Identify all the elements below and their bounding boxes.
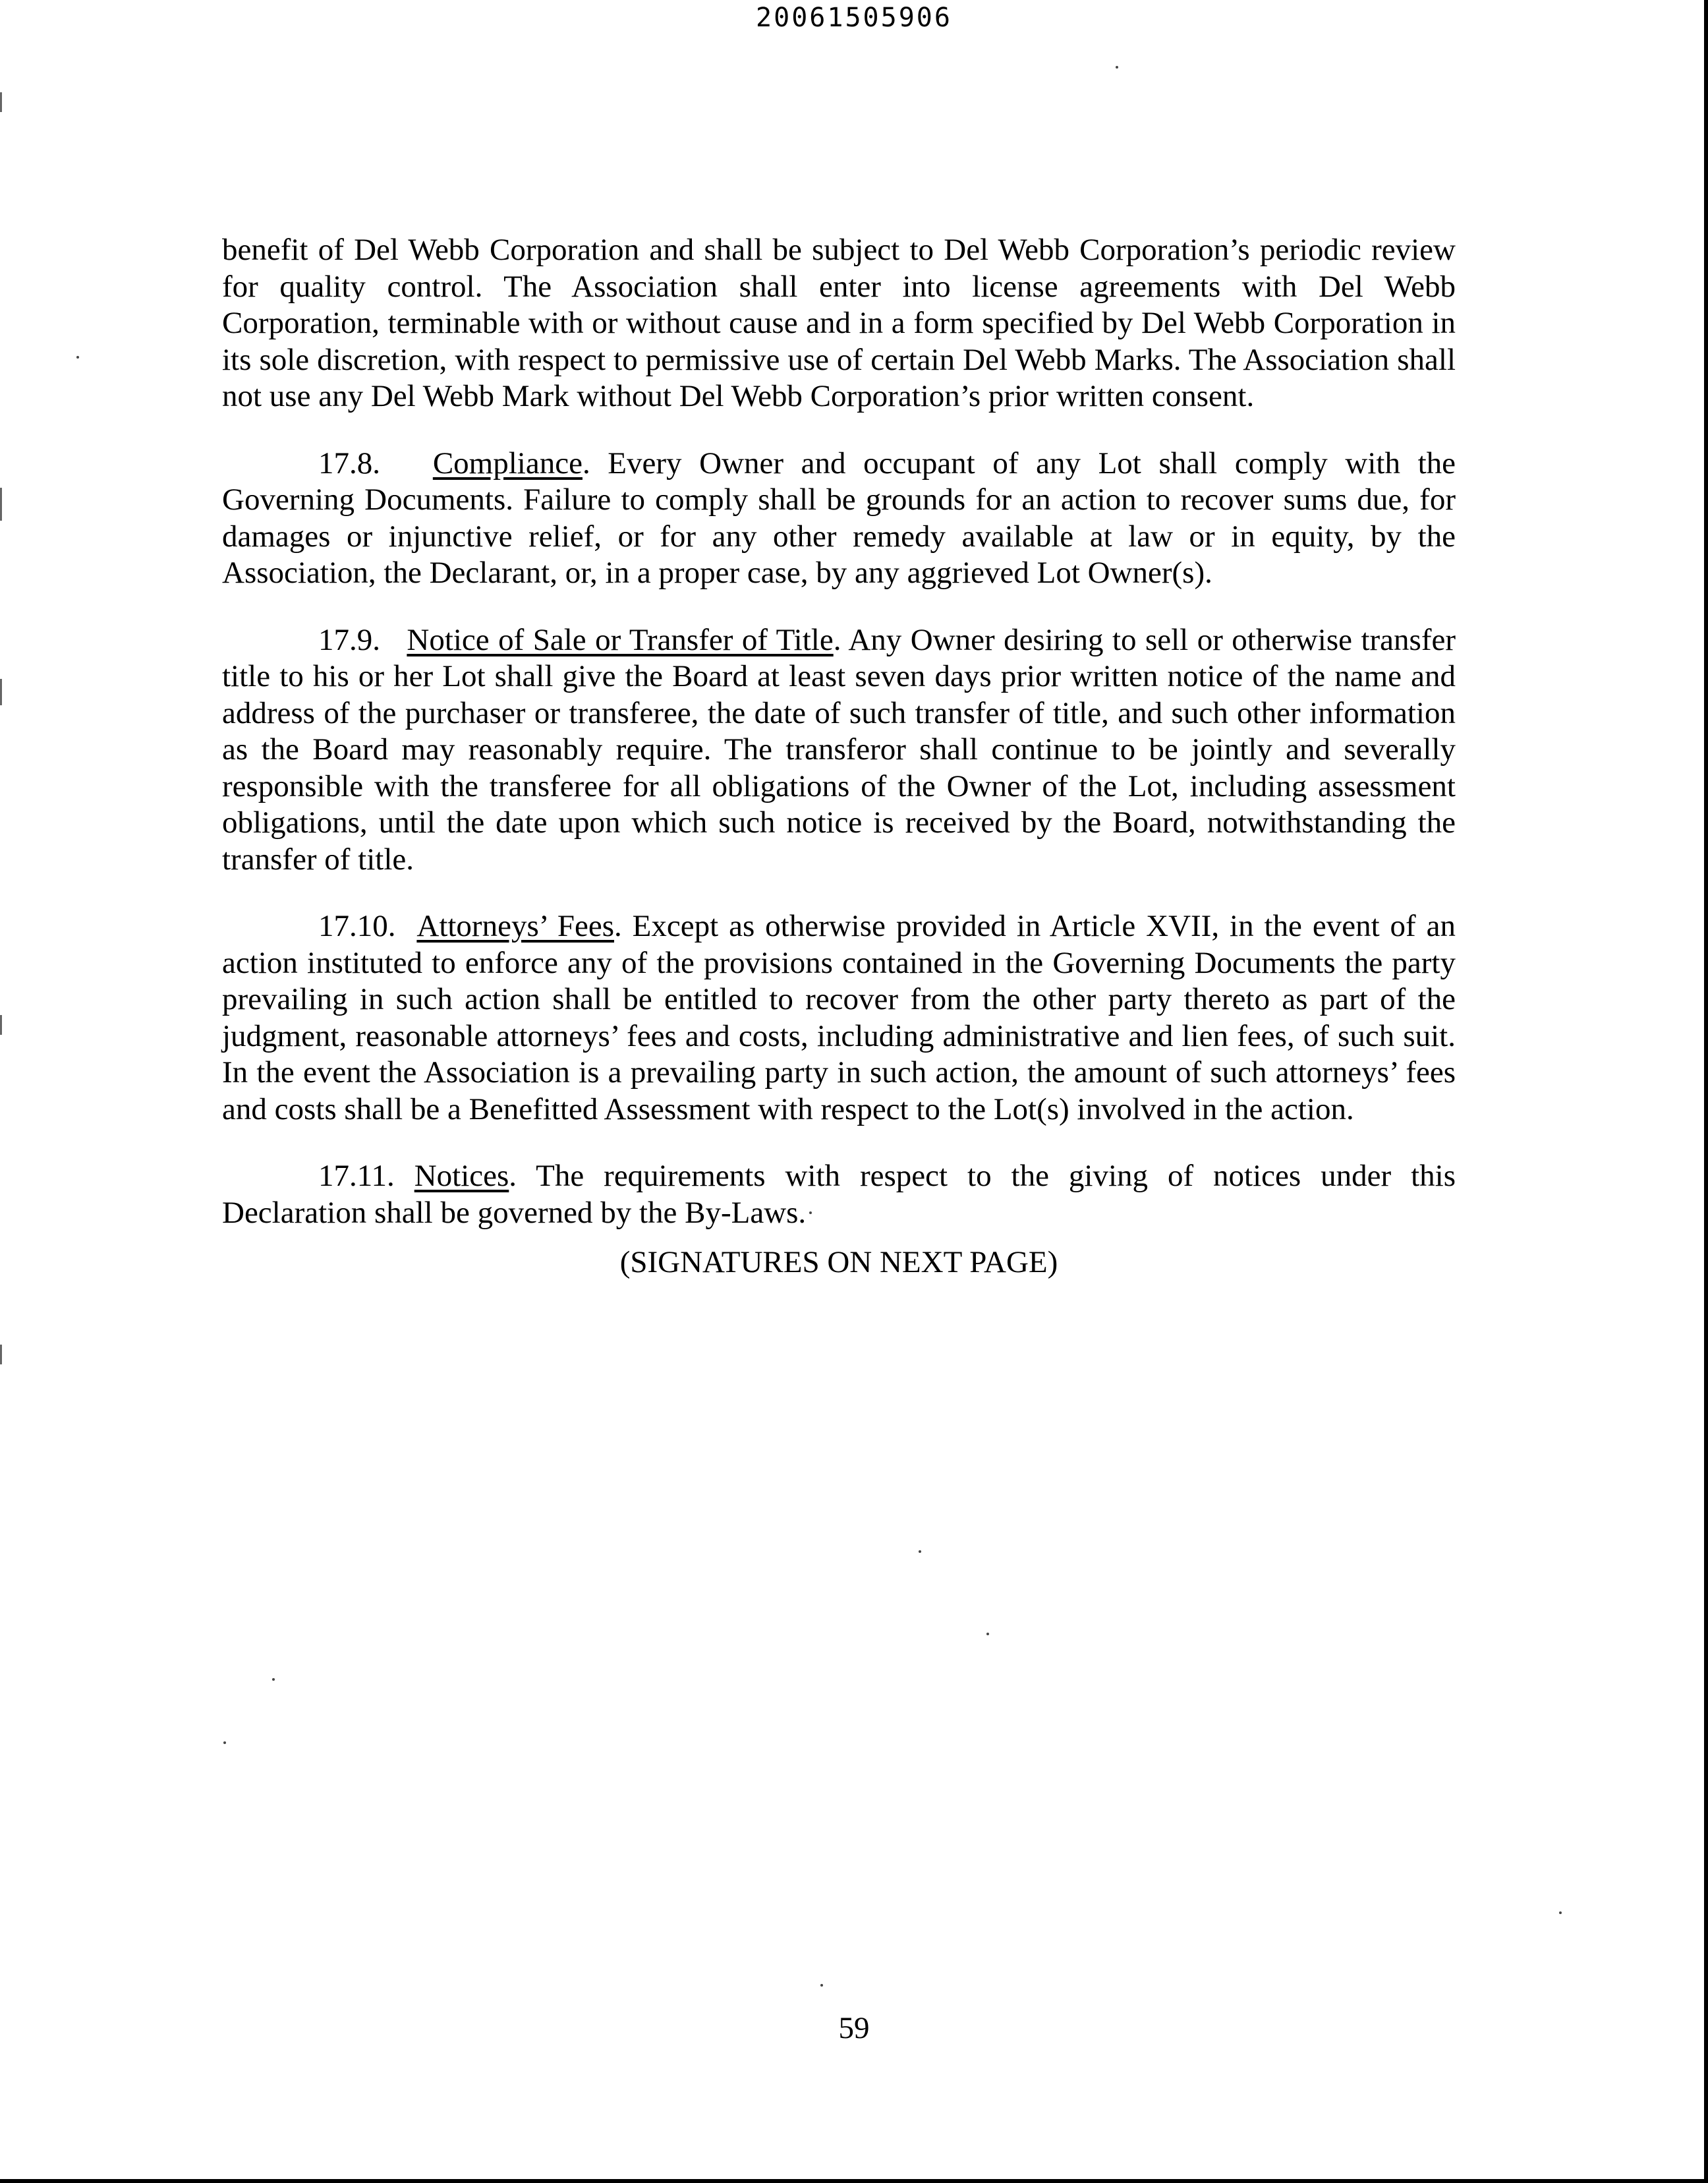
paragraph-continuation: benefit of Del Webb Corporation and shall be subject to Del Webb Corporation’s periodic review for quality control. The Association shall enter into license agreements with Del Webb Corporation, terminable with or without cause and in a form specified by Del Webb Corporation in its sole discretion, with respect to permissive use of certain Del Webb Marks. The Association shall not use any Del Webb Mark without Del Webb Corporation’s prior written consent. [222,233,1456,413]
scan-edge-mark [0,92,2,112]
section-text: . Any Owner desiring to sell or otherwise transfer title to his or her Lot shall give the Board at least seven days prior written notice of the name and address of the purchaser or transferee, the date of such transfer of title, and such other information as the Board may reasonably require. The transferor shall continue to be jointly and severally responsible with the transferee for all obligations of the Owner of the Lot, including assessment obligations, until the date upon which such notice is received by the Board, notwithstanding the transfer of title. [222,622,1456,877]
signatures-note: (SIGNATURES ON NEXT PAGE) [619,1245,1058,1279]
scan-speck [809,1211,812,1214]
section-heading: Attorneys’ Fees [416,909,614,943]
section-number: 17.8. [318,446,380,480]
section-heading: Notices [414,1159,509,1193]
section-number: 17.11. [318,1159,395,1193]
section-17-10 [222,908,1456,1128]
scan-speck [272,1678,275,1681]
scan-speck [919,1550,921,1553]
section-heading: Compliance [432,446,583,480]
section-heading: Notice of Sale or Transfer of Title [407,622,834,657]
scan-edge-mark [0,1345,2,1364]
scan-speck [820,1984,823,1987]
scan-edge-mark [0,1015,2,1035]
scan-speck [76,356,79,359]
scan-edge-mark [0,679,2,705]
scan-speck [223,1741,226,1744]
section-17-11 [222,1158,1456,1231]
section-number: 17.9. [318,622,380,657]
section-text: . Except as otherwise provided in Article XVII, in the event of an action instituted to enforce any of the provisions contained in the Governing Documents the party prevailing in such action shall be entitled to recover from the other party thereto as part of the judgment, reasonable attorneys’ fees and costs, including administrative and lien fees, of such suit. In the event the Association is a prevailing party in such action, the amount of such attorneys’ fees and costs shall be a Benefitted Assessment with respect to the Lot(s) involved in the action. [222,909,1456,1126]
document-body [222,232,1456,1281]
section-text: . Every Owner and occupant of any Lot shall comply with the Governing Documents. Failure to comply shall be grounds for an action to recover sums due, for damages or injunctive relief, or for any other remedy available at law or in equity, by the Association, the Declarant, or, in a proper case, by any aggrieved Lot Owner(s). [222,446,1456,590]
scan-speck [986,1633,989,1635]
page-number: 59 [838,2011,870,2045]
section-text: . The requirements with respect to the giving of notices under this Declaration shall be governed by the By-Laws. [222,1159,1456,1230]
document-number: 20061505906 [756,3,952,33]
section-number: 17.10. [318,909,396,943]
scan-speck [1116,66,1118,69]
section-17-9 [222,622,1456,879]
scan-edge-mark [0,488,2,521]
section-17-8 [222,446,1456,592]
scan-speck [1559,1911,1562,1914]
